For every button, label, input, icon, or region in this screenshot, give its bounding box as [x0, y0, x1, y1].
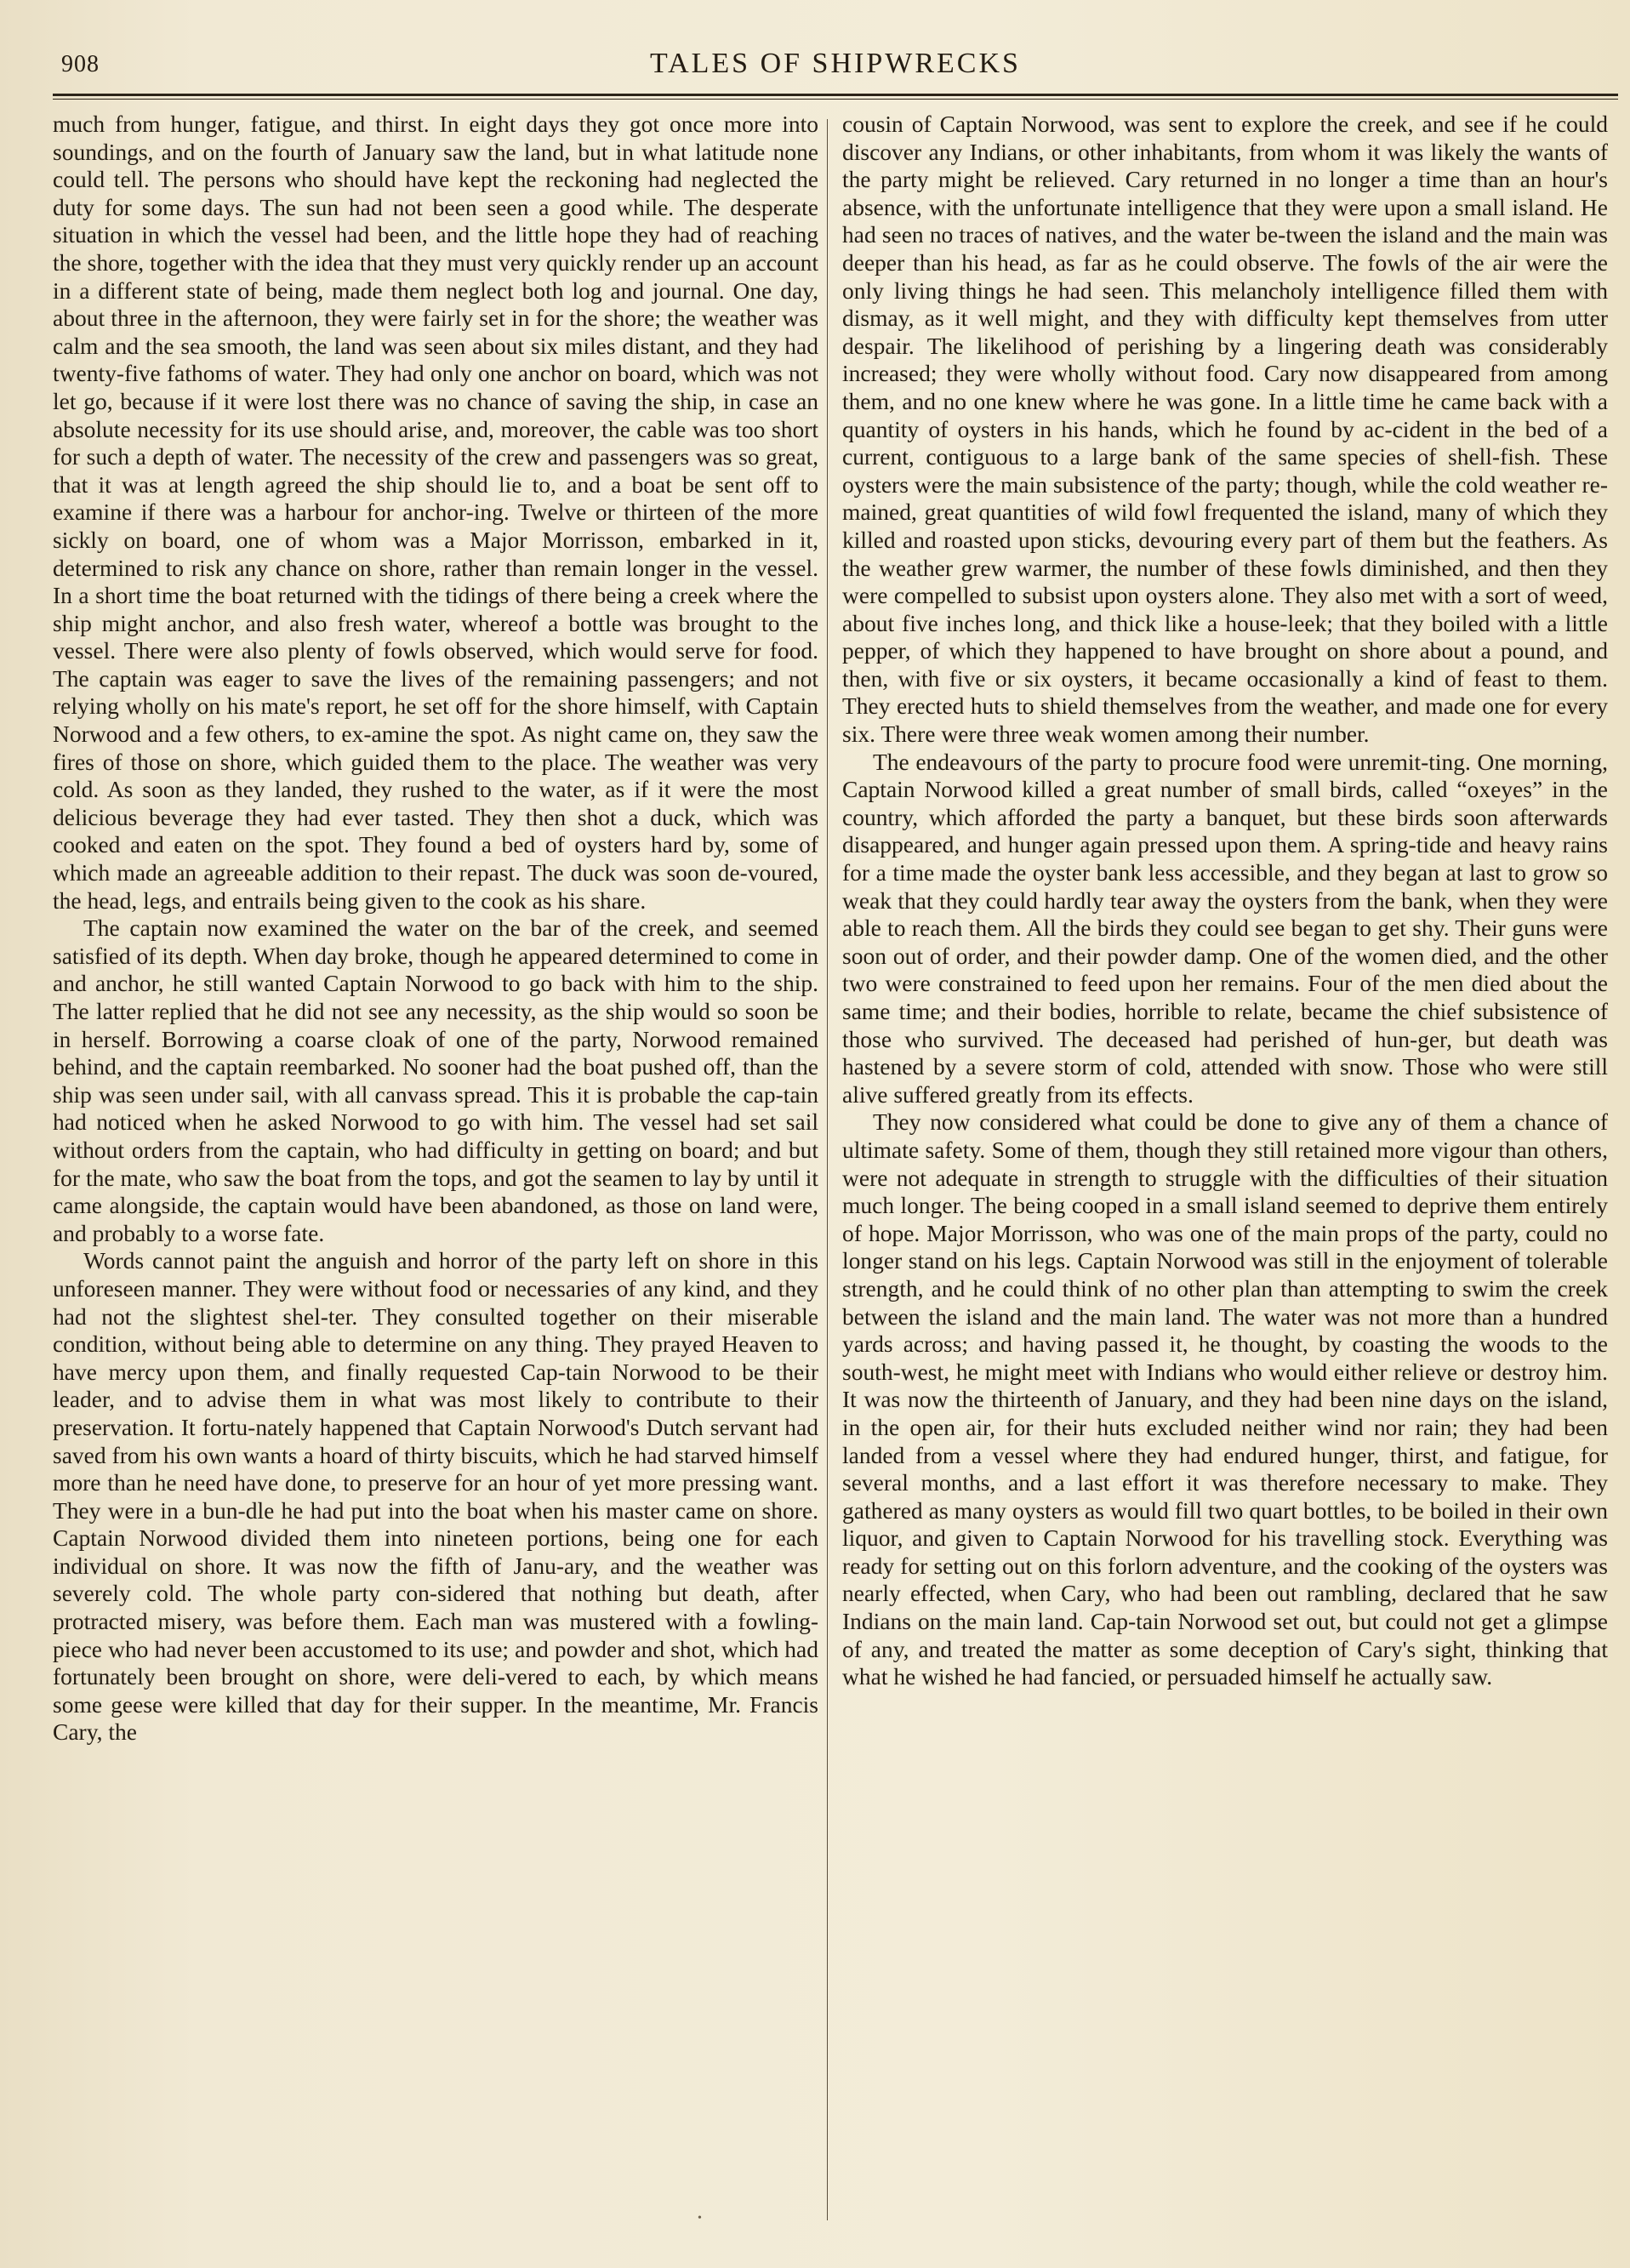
left-paragraph-1: much from hunger, fatigue, and thirst. In eight days they got once more into soundings, and on the fourth of January saw the land, but in what latitude none could tell. The persons who should have kept the reckoning had neglected the duty for some days. The sun had not been seen a good while. The desperate situation in which the vessel had been, and the little hope they had of reaching the shore, together with the idea that they must very quickly render up an account in a different state of being, made them neglect both log and journal. One day, about three in the afternoon, they were fairly set in for the shore; the weather was calm and the sea smooth, the land was seen about six miles distant, and they had twenty-five fathoms of water. They had only one anchor on board, which was not let go, because if it were lost there was no chance of saving the ship, in case an absolute necessity for its use should arise, and, moreover, the cable was too short for such a depth of water. The necessity of the crew and passengers was so great, that it was at length agreed the ship should lie to, and a boat be sent off to examine if there was a harbour for anchor-ing. Twelve or thirteen of the more sickly on board, one of whom was a Major Morrisson, embarked in it, determined to risk any chance on shore, rather than remain longer in the vessel. In a short time the boat returned with the tidings of there being a creek where the ship might anchor, and also fresh water, whereof a bottle was brought to the vessel. There were also plenty of fowls observed, which would serve for food. The captain was eager to save the lives of the remaining passengers; and not relying wholly on his mate's report, he set off for the shore himself, with Captain Norwood and a few others, to ex-amine the spot. As night came on, they saw the fires of those on shore, which guided them to the place. The weather was very cold. As soon as they landed, they rushed to the water, as if it were the most delicious beverage they had ever tasted. They then shot a duck, which was cooked and eaten on the spot. They found a bed of oysters hard by, some of which made an agreeable addition to their repast. The duck was soon de-voured, the head, legs, and entrails being given to the cook as his share. — [53, 111, 818, 914]
left-paragraph-3: Words cannot paint the anguish and horror of the party left on shore in this unforeseen manner. They were without food or necessaries of any kind, and they had not the slightest shel-ter. They consulted together on their miserable condition, without being able to determine on any thing. They prayed Heaven to have mercy upon them, and finally requested Cap-tain Norwood to be their leader, and to advise them in what was most likely to contribute to their preservation. It fortu-nately happened that Captain Norwood's Dutch servant had saved from his own wants a hoard of thirty biscuits, which he had starved himself more than he need have done, to preserve for an hour of yet more pressing want. They were in a bun-dle he had put into the boat when his master came on shore. Captain Norwood divided them into nineteen portions, being one for each individual on shore. It was now the fifth of Janu-ary, and the weather was severely cold. The whole party con-sidered that nothing but death, after protracted misery, was before them. Each man was mustered with a fowling-piece who had never been accustomed to its use; and powder and shot, which had fortunately been brought on shore, were deli-vered to each, by which means some geese were killed that day for their supper. In the meantime, Mr. Francis Cary, the — [53, 1247, 818, 1746]
right-paragraph-1: cousin of Captain Norwood, was sent to explore the creek, and see if he could discover any Indians, or other inhabitants, from whom it was likely the wants of the party might be relieved. Cary returned in no longer a time than an hour's absence, with the unfortunate intelligence that they were upon a small island. He had seen no traces of natives, and the water be-tween the island and the main was deeper than his head, as far as he could observe. The fowls of the air were the only living things he had seen. This melancholy intelligence filled them with dismay, as it well might, and they with difficulty kept themselves from utter despair. The likelihood of perishing by a lingering death was considerably increased; they were wholly without food. Cary now disappeared from among them, and no one knew where he was gone. In a little time he came back with a quantity of oysters in his hands, which he found by ac-cident in the bed of a current, contiguous to a large bank of the same species of shell-fish. These oysters were the main subsistence of the party; though, while the cold weather re-mained, great quantities of wild fowl frequented the island, many of which they killed and roasted upon sticks, devouring every part of them but the feathers. As the weather grew warmer, the number of these fowls diminished, and then they were compelled to subsist upon oysters alone. They also met with a sort of weed, about five inches long, and thick like a house-leek; that they boiled with a little pepper, of which they happened to have brought on shore about a pound, and then, with five or six oysters, it became occasionally a kind of feast to them. They erected huts to shield themselves from the weather, and made one for every six. There were three weak women among their number. — [842, 111, 1608, 748]
page-number: 908 — [61, 51, 100, 77]
footer-mark: • — [698, 2212, 702, 2225]
header-rule — [53, 94, 1618, 96]
right-column — [842, 111, 1608, 2237]
column-divider — [827, 119, 828, 2220]
page-header — [53, 44, 1618, 85]
right-paragraph-2: The endeavours of the party to procure food were unremit-ting. One morning, Captain Norwood killed a great number of small birds, called “oxeyes” in the country, which afforded the party a banquet, but these birds soon afterwards disappeared, and hunger again pressed upon them. A spring-tide and heavy rains for a time made the oyster bank less accessible, and they began at last to grow so weak that they could hardly tear away the oysters from the bank, when they were able to reach them. All the birds they could see began to get shy. Their guns were soon out of order, and their powder damp. One of the women died, and the other two were constrained to feed upon her remains. Four of the men died about the same time; and their bodies, horrible to relate, became the chief subsistence of those who survived. The deceased had perished of hun-ger, but death was hastened by a severe storm of cold, attended with snow. Those who were still alive suffered greatly from its effects. — [842, 748, 1608, 1108]
running-head: TALES OF SHIPWRECKS — [650, 48, 1021, 79]
left-paragraph-2: The captain now examined the water on the bar of the creek, and seemed satisfied of its depth. When day broke, though he appeared determined to come in and anchor, he still wanted Captain Norwood to go back with him to the ship. The latter replied that he did not see any necessity, as the ship would so soon be in herself. Borrowing a coarse cloak of one of the party, Norwood remained behind, and the captain reembarked. No sooner had the boat pushed off, than the ship was seen under sail, with all canvass spread. This it is probable the cap-tain had noticed when he asked Norwood to go with him. The vessel had set sail without orders from the captain, who had difficulty in getting on board; and but for the mate, who saw the boat from the tops, and got the seamen to lay by until it came alongside, the captain would have been abandoned, as those on land were, and probably to a worse fate. — [53, 915, 818, 1246]
right-paragraph-3: They now considered what could be done to give any of them a chance of ultimate safety. Some of them, though they still retained more vigour than others, were not adequate in strength to struggle with the difficulties of their situation much longer. The being cooped in a small island seemed to deprive them entirely of hope. Major Morrisson, who was one of the main props of the party, could no longer stand on his legs. Captain Norwood was still in the enjoyment of tolerable strength, and he could think of no other plan than attempting to swim the creek between the island and the main land. The water was not more than a hundred yards across; and having passed it, he thought, by coasting the woods to the south-west, he might meet with Indians who would either relieve or destroy him. It was now the thirteenth of January, and they had been nine days on the island, in the open air, for their huts excluded neither wind nor rain; they had been landed from a vessel where they had endured hunger, thirst, and fatigue, for several months, and a last effort it was therefore necessary to make. They gathered as many oysters as would fill two quart bottles, to be boiled in their own liquor, and given to Captain Norwood for his travelling stock. Everything was ready for setting out on this forlorn adventure, and the cooking of the oysters was nearly effected, when Cary, who had been out rambling, declared that he saw Indians on the main land. Cap-tain Norwood set out, but could not get a glimpse of any, and treated the matter as some deception of Cary's sight, thinking that what he wished he had fancied, or persuaded himself he actually saw. — [842, 1108, 1608, 1690]
left-column — [53, 111, 818, 2237]
header-rule-thin — [53, 99, 1618, 100]
